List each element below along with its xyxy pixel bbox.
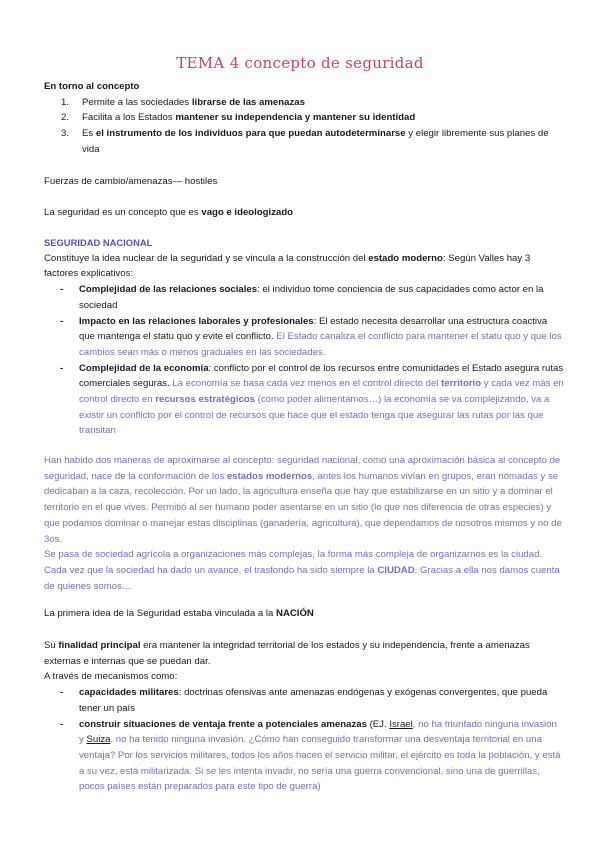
list-item: 2. Facilita a los Estados mantener su independencia y mantener su identidad [61, 112, 416, 124]
mecanismos-list [44, 685, 564, 795]
concepto-heading: En torno al concepto [44, 81, 140, 92]
list-item: - Complejidad de las relaciones sociales: el individuo tome conciencia de sus capacidades como actor en la sociedad [60, 284, 544, 311]
fuerzas-line: Fuerzas de cambio/amenazas— hostiles [44, 176, 218, 187]
concepto-section [44, 79, 564, 158]
section-heading: SEGURIDAD NACIONAL [44, 237, 153, 248]
factors-list [44, 282, 564, 439]
aproximaciones-paragraph: Han habido dos maneras de aproximarse al concepto: seguridad nacional, como una aproximación básica al concepto de seguridad, nace de la conformación de los estados modernos, antes los humanos vivían en grupos, eran nómadas y se dedicaban a la caza, recolección. Por un lado, la agricultura enseña que hay que estabilizarse en un sitio y a dominar el territorio en el que vives. Permitió al ser humano poder asentarse en un sitio (lo que nos diferencia de otras especies) y que podamos dominar o manejar estas disciplinas (ganadería, agricultura), que dependamos de nosotros mismos y no de 3os. Se pasa de sociedad agrícola a organizaciones más complejas, la forma más compleja de organizarnos es la ciudad. Cada vez que la sociedad ha dado un avance, el trasfondo ha sido siempre la CIUDAD. Gracias a ella nos damos cuenta de quienes somos… [44, 455, 562, 592]
document-title: TEMA 4 concepto de seguridad [176, 54, 424, 72]
seguridad-vago-line: La seguridad es un concepto que es vago e ideologizado [44, 207, 294, 218]
seguridad-nacional-section [44, 235, 564, 439]
finalidad-section: Su finalidad principal era mantener la integridad territorial de los estados y su independencia, frente a amenazas externas e internas que se puedan dar. A través de mecanismos como: - capacidades militares: doctrinas ofensivas ante amenazas endógenas y exógenas convergentes, que pueda tener un país - construir situaciones de ventaja frente a potenciales amenazas (EJ. Israel, no ha triunfado ninguna invasión y Suiza, no ha tenido ninguna invasión. ¿Cómo han conseguido transformar una desventaja territorial en una ventaja? Por los servicios militares, todos los años hacen el servicio militar, el ejército es toda la población, y está a su vez, está militarizada. Si se les intenta invadir, no sería una guerra convencional, sino una de guerrillas, pocos países están preparados para este tipo de guerra) [44, 638, 564, 795]
concepto-list [44, 95, 564, 158]
list-item: - capacidades militares: doctrinas ofensivas ante amenazas endógenas y exógenas convergentes, que pueda tener un país [60, 687, 548, 714]
list-item: 1. Permite a las sociedades librarse de las amenazas [61, 96, 305, 108]
list-item: - Complejidad de la economía: conflicto por el control de los recursos entre comunidades el Estado asegura rutas comerciales seguras. La economía se basa cada vez menos en el control directo del territorio y cada vez más en control directo en recursos estratégicos (como poder alimentamos…) la economía se va complejizando, va a existir un conflicto por el control de recursos que hace que el estado tenga que asegurar las rutas por las que transitan [60, 362, 564, 437]
list-item: - construir situaciones de ventaja frente a potenciales amenazas (EJ. Israel, no ha triunfado ninguna invasión y Suiza, no ha tenido ninguna invasión. ¿Cómo han conseguido transformar una desventaja territorial en una ventaja? Por los servicios militares, todos los años hacen el servicio militar, el ejército es toda la población, y está a su vez, está militarizada. Si se les intenta invadir, no sería una guerra convencional, sino una de guerrillas, pocos países están preparados para este tipo de guerra) [60, 718, 561, 793]
nacion-line: La primera idea de la Seguridad estaba vinculada a la NACIÓN [44, 608, 314, 619]
section-intro: Constituye la idea nuclear de la seguridad y se vincula a la construcción del estado moderno: Según Valles hay 3 factores explicativos: [44, 252, 531, 280]
mecanismos-line: A través de mecanismos como: [44, 671, 178, 683]
list-item: - Impacto en las relaciones laborales y profesionales: El estado necesita desarrollar una estructura coactiva que mantenga el statu quo y evite el conflicto. El Estado canaliza el conflicto para mantener el statu quo y que los cambios sean más o menos graduales en las sociedades. [60, 315, 562, 358]
list-item: 3. Es el instrumento de los individuos para que puedan autodeterminarse y elegir libremente sus planes de vida [61, 128, 549, 155]
